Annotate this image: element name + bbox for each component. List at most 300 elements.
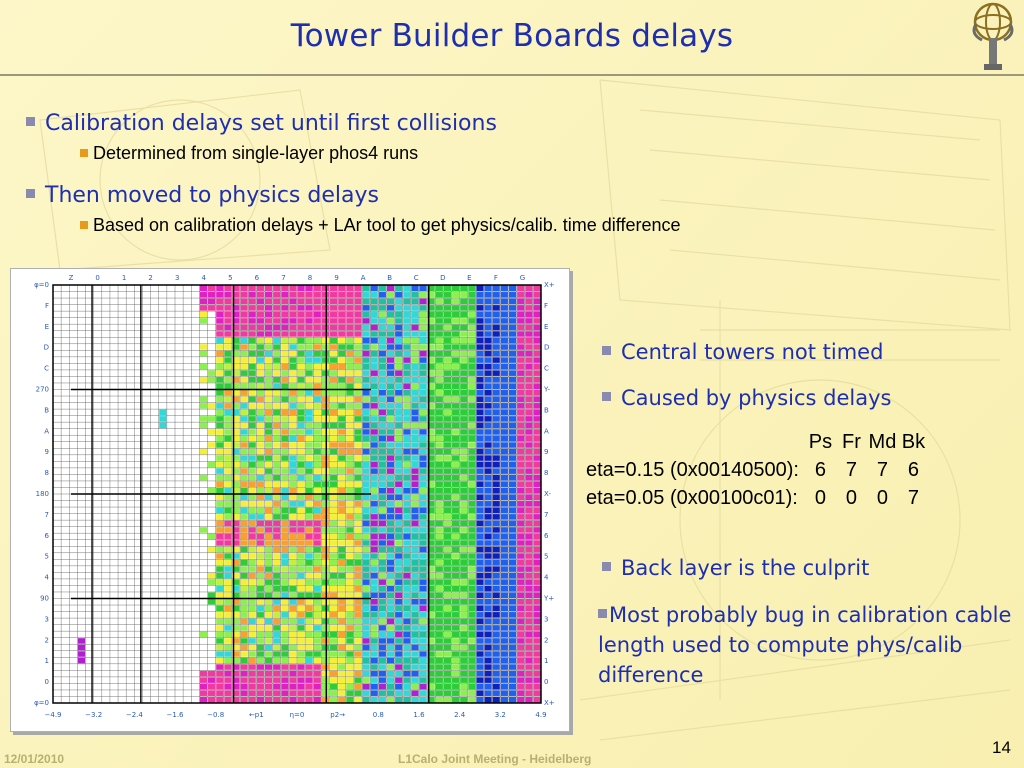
tower-cell	[314, 318, 321, 324]
bullet-marker-icon	[26, 189, 35, 198]
tower-cell	[501, 429, 508, 435]
tower-cell	[420, 383, 427, 389]
tower-cell	[346, 403, 353, 409]
tower-cell	[62, 573, 69, 579]
tower-cell	[224, 651, 231, 657]
tower-cell	[346, 344, 353, 350]
tower-cell	[460, 423, 467, 429]
tower-cell	[468, 286, 475, 292]
tower-cell	[387, 442, 394, 448]
tower-cell	[78, 612, 85, 618]
tower-cell	[460, 338, 467, 344]
tower-cell	[167, 586, 174, 592]
tower-cell	[62, 331, 69, 337]
tower-cell	[151, 449, 158, 455]
tower-cell	[62, 442, 69, 448]
tower-cell	[476, 586, 483, 592]
tower-cell	[338, 455, 345, 461]
tower-cell	[192, 632, 199, 638]
tower-cell	[102, 416, 109, 422]
tower-cell	[265, 468, 272, 474]
tower-cell	[298, 370, 305, 376]
tower-cell	[387, 560, 394, 566]
tower-cell	[460, 625, 467, 631]
tower-cell	[338, 481, 345, 487]
tower-cell	[485, 318, 492, 324]
tower-cell	[184, 305, 191, 311]
tower-cell	[436, 423, 443, 429]
tower-cell	[54, 416, 61, 422]
tower-cell	[143, 442, 150, 448]
tower-cell	[200, 521, 207, 527]
tower-cell	[119, 299, 126, 305]
tower-cell	[273, 547, 280, 553]
tower-cell	[54, 462, 61, 468]
tower-cell	[241, 325, 248, 331]
tower-cell	[224, 488, 231, 494]
tower-cell	[379, 462, 386, 468]
tower-cell	[485, 586, 492, 592]
tower-cell	[216, 651, 223, 657]
tower-cell	[468, 318, 475, 324]
footer-date: 12/01/2010	[4, 752, 65, 766]
tower-cell	[241, 697, 248, 703]
tower-cell	[420, 351, 427, 357]
tower-cell	[78, 619, 85, 625]
tower-cell	[387, 364, 394, 370]
tower-cell	[289, 540, 296, 546]
tower-cell	[452, 527, 459, 533]
tower-cell	[354, 292, 361, 298]
tower-cell	[289, 357, 296, 363]
tower-cell	[306, 305, 313, 311]
tower-cell	[420, 403, 427, 409]
tower-cell	[184, 299, 191, 305]
tower-cell	[403, 299, 410, 305]
tower-cell	[322, 592, 329, 598]
tower-cell	[476, 312, 483, 318]
tower-cell	[70, 501, 77, 507]
tower-cell	[159, 677, 166, 683]
tower-cell	[322, 684, 329, 690]
tower-cell	[265, 671, 272, 677]
tower-cell	[273, 436, 280, 442]
tower-cell	[525, 645, 532, 651]
tower-cell	[485, 599, 492, 605]
tower-cell	[346, 410, 353, 416]
tower-cell	[200, 553, 207, 559]
tower-cell	[403, 677, 410, 683]
right-axis-label: A	[544, 427, 549, 436]
tower-cell	[249, 462, 256, 468]
title-divider	[0, 74, 1024, 76]
tower-cell	[346, 638, 353, 644]
tower-cell	[54, 664, 61, 670]
tower-cell	[281, 684, 288, 690]
tower-cell	[119, 410, 126, 416]
tower-cell	[444, 606, 451, 612]
tower-cell	[159, 286, 166, 292]
tower-cell	[314, 508, 321, 514]
tower-cell	[224, 338, 231, 344]
tower-cell	[151, 697, 158, 703]
tower-cell	[493, 488, 500, 494]
tower-cell	[192, 645, 199, 651]
tower-cell	[314, 553, 321, 559]
tower-cell	[208, 455, 215, 461]
tower-cell	[151, 475, 158, 481]
tower-cell	[70, 312, 77, 318]
tower-cell	[54, 286, 61, 292]
tower-cell	[257, 508, 264, 514]
tower-cell	[509, 579, 516, 585]
tower-cell	[102, 488, 109, 494]
tower-cell	[216, 468, 223, 474]
tower-cell	[363, 690, 370, 696]
tower-cell	[208, 508, 215, 514]
bullet-caused-by	[602, 386, 891, 410]
tower-cell	[70, 318, 77, 324]
tower-cell	[436, 357, 443, 363]
tower-cell	[346, 540, 353, 546]
tower-cell	[436, 540, 443, 546]
tower-cell	[176, 370, 183, 376]
tower-cell	[54, 606, 61, 612]
tower-cell	[167, 344, 174, 350]
tower-cell	[127, 344, 134, 350]
tower-cell	[509, 318, 516, 324]
tower-cell	[371, 651, 378, 657]
tower-cell	[289, 325, 296, 331]
tower-cell	[110, 292, 117, 298]
top-axis-label: C	[413, 274, 419, 282]
tower-cell	[289, 455, 296, 461]
tower-cell	[265, 370, 272, 376]
tower-cell	[78, 599, 85, 605]
tower-cell	[70, 481, 77, 487]
tower-cell	[208, 566, 215, 572]
tower-cell	[127, 455, 134, 461]
tower-cell	[281, 299, 288, 305]
tower-cell	[387, 397, 394, 403]
tower-cell	[533, 658, 540, 664]
tower-cell	[314, 619, 321, 625]
tower-cell	[200, 684, 207, 690]
tower-cell	[485, 305, 492, 311]
tower-cell	[94, 370, 101, 376]
tower-cell	[346, 514, 353, 520]
tower-cell	[110, 645, 117, 651]
tower-cell	[387, 521, 394, 527]
tower-cell	[346, 423, 353, 429]
tower-cell	[102, 403, 109, 409]
tower-cell	[411, 403, 418, 409]
tower-cell	[94, 390, 101, 396]
tower-cell	[403, 423, 410, 429]
tower-cell	[444, 403, 451, 409]
tower-cell	[354, 495, 361, 501]
tower-cell	[192, 325, 199, 331]
tower-cell	[525, 579, 532, 585]
tower-cell	[452, 481, 459, 487]
tower-cell	[517, 645, 524, 651]
tower-cell	[200, 383, 207, 389]
tower-cell	[94, 514, 101, 520]
tower-cell	[298, 305, 305, 311]
tower-cell	[192, 397, 199, 403]
tower-cell	[249, 671, 256, 677]
tower-cell	[411, 664, 418, 670]
tower-cell	[143, 625, 150, 631]
tower-cell	[420, 612, 427, 618]
tower-cell	[525, 534, 532, 540]
tower-cell	[533, 344, 540, 350]
tower-cell	[78, 651, 85, 657]
tower-cell	[224, 599, 231, 605]
tower-cell	[151, 586, 158, 592]
tower-cell	[517, 632, 524, 638]
tower-cell	[70, 416, 77, 422]
tower-cell	[94, 664, 101, 670]
right-axis-label: 1	[544, 657, 549, 666]
tower-cell	[330, 449, 337, 455]
tower-cell	[420, 312, 427, 318]
tower-cell	[241, 534, 248, 540]
tower-cell	[468, 331, 475, 337]
tower-cell	[460, 495, 467, 501]
tower-cell	[493, 318, 500, 324]
sub-bullet-marker-icon	[80, 149, 88, 157]
tower-cell	[476, 677, 483, 683]
tower-cell	[346, 462, 353, 468]
tower-cell	[265, 410, 272, 416]
tower-cell	[273, 671, 280, 677]
tower-cell	[485, 560, 492, 566]
tower-cell	[322, 286, 329, 292]
tower-cell	[62, 462, 69, 468]
tower-cell	[379, 370, 386, 376]
tower-cell	[143, 547, 150, 553]
tower-cell	[330, 527, 337, 533]
tower-cell	[314, 299, 321, 305]
tower-cell	[525, 455, 532, 461]
tower-cell	[281, 632, 288, 638]
tower-cell	[436, 599, 443, 605]
tower-cell	[363, 697, 370, 703]
tower-cell	[249, 579, 256, 585]
tower-cell	[127, 684, 134, 690]
tower-cell	[403, 488, 410, 494]
tower-cell	[119, 397, 126, 403]
tower-cell	[533, 364, 540, 370]
tower-cell	[379, 481, 386, 487]
tower-cell	[322, 645, 329, 651]
tower-cell	[216, 501, 223, 507]
tower-cell	[403, 357, 410, 363]
tower-cell	[501, 671, 508, 677]
tower-cell	[322, 475, 329, 481]
tower-cell	[241, 436, 248, 442]
tower-cell	[289, 664, 296, 670]
tower-cell	[387, 592, 394, 598]
tower-cell	[444, 534, 451, 540]
tower-cell	[468, 488, 475, 494]
tower-cell	[460, 501, 467, 507]
tower-cell	[184, 573, 191, 579]
tower-cell	[346, 690, 353, 696]
tower-cell	[159, 442, 166, 448]
tower-cell	[509, 299, 516, 305]
tower-cell	[224, 292, 231, 298]
tower-cell	[94, 579, 101, 585]
tower-cell	[509, 697, 516, 703]
tower-cell	[363, 606, 370, 612]
tower-cell	[110, 383, 117, 389]
tower-cell	[200, 377, 207, 383]
tower-cell	[102, 364, 109, 370]
tower-cell	[436, 436, 443, 442]
tower-cell	[249, 690, 256, 696]
tower-cell	[387, 344, 394, 350]
tower-cell	[200, 390, 207, 396]
tower-cell	[249, 547, 256, 553]
tower-cell	[281, 475, 288, 481]
tower-cell	[306, 416, 313, 422]
tower-cell	[501, 651, 508, 657]
tower-cell	[143, 331, 150, 337]
tower-cell	[322, 312, 329, 318]
tower-cell	[224, 455, 231, 461]
tower-cell	[298, 632, 305, 638]
tower-cell	[70, 299, 77, 305]
tower-cell	[436, 521, 443, 527]
tower-cell	[102, 573, 109, 579]
tower-cell	[346, 390, 353, 396]
tower-cell	[94, 364, 101, 370]
tower-cell	[119, 592, 126, 598]
tower-cell	[509, 664, 516, 670]
tower-cell	[62, 397, 69, 403]
tower-cell	[371, 423, 378, 429]
tower-cell	[387, 534, 394, 540]
tower-cell	[127, 383, 134, 389]
tower-cell	[517, 299, 524, 305]
tower-cell	[249, 292, 256, 298]
tower-cell	[192, 468, 199, 474]
tower-cell	[420, 619, 427, 625]
tower-cell	[151, 390, 158, 396]
tower-cell	[363, 344, 370, 350]
tower-cell	[127, 619, 134, 625]
tower-cell	[314, 690, 321, 696]
tower-cell	[110, 488, 117, 494]
tower-cell	[54, 547, 61, 553]
tower-cell	[533, 325, 540, 331]
tower-cell	[216, 383, 223, 389]
tower-cell	[298, 364, 305, 370]
tower-cell	[420, 410, 427, 416]
tower-cell	[70, 671, 77, 677]
tower-cell	[403, 501, 410, 507]
tower-cell	[281, 553, 288, 559]
tower-cell	[102, 299, 109, 305]
tower-cell	[119, 481, 126, 487]
tower-cell	[94, 677, 101, 683]
tower-cell	[281, 468, 288, 474]
tower-cell	[387, 481, 394, 487]
tower-cell	[493, 377, 500, 383]
tower-cell	[411, 599, 418, 605]
tower-cell	[476, 495, 483, 501]
tower-cell	[216, 586, 223, 592]
tower-cell	[363, 305, 370, 311]
tower-cell	[452, 331, 459, 337]
tower-cell	[314, 390, 321, 396]
tower-cell	[208, 671, 215, 677]
tower-cell	[322, 540, 329, 546]
tower-cell	[322, 690, 329, 696]
tower-cell	[257, 658, 264, 664]
tower-cell	[94, 331, 101, 337]
tower-cell	[436, 638, 443, 644]
tower-cell	[119, 625, 126, 631]
tower-cell	[159, 527, 166, 533]
tower-cell	[176, 442, 183, 448]
tower-cell	[354, 364, 361, 370]
tower-cell	[436, 514, 443, 520]
tower-cell	[387, 508, 394, 514]
tower-cell	[273, 527, 280, 533]
tower-cell	[94, 625, 101, 631]
tower-cell	[70, 625, 77, 631]
tower-cell	[525, 357, 532, 363]
tower-cell	[151, 305, 158, 311]
tower-cell	[281, 397, 288, 403]
tower-cell	[249, 397, 256, 403]
tower-cell	[241, 566, 248, 572]
tower-cell	[330, 475, 337, 481]
tower-cell	[379, 357, 386, 363]
tower-cell	[216, 423, 223, 429]
tower-cell	[289, 553, 296, 559]
tower-cell	[62, 364, 69, 370]
tower-cell	[127, 403, 134, 409]
tower-cell	[314, 599, 321, 605]
tower-cell	[517, 501, 524, 507]
tower-cell	[444, 351, 451, 357]
tower-cell	[192, 566, 199, 572]
tower-cell	[159, 397, 166, 403]
tower-cell	[298, 514, 305, 520]
tower-cell	[159, 299, 166, 305]
tower-cell	[192, 664, 199, 670]
tower-cell	[338, 377, 345, 383]
tower-cell	[363, 553, 370, 559]
tower-cell	[517, 521, 524, 527]
tower-cell	[192, 429, 199, 435]
tower-cell	[517, 442, 524, 448]
tower-cell	[468, 586, 475, 592]
tower-cell	[110, 508, 117, 514]
tower-cell	[533, 677, 540, 683]
tower-cell	[509, 338, 516, 344]
tower-cell	[363, 579, 370, 585]
tower-cell	[460, 292, 467, 298]
tower-cell	[192, 612, 199, 618]
tower-cell	[78, 286, 85, 292]
tower-cell	[70, 632, 77, 638]
tower-cell	[330, 351, 337, 357]
